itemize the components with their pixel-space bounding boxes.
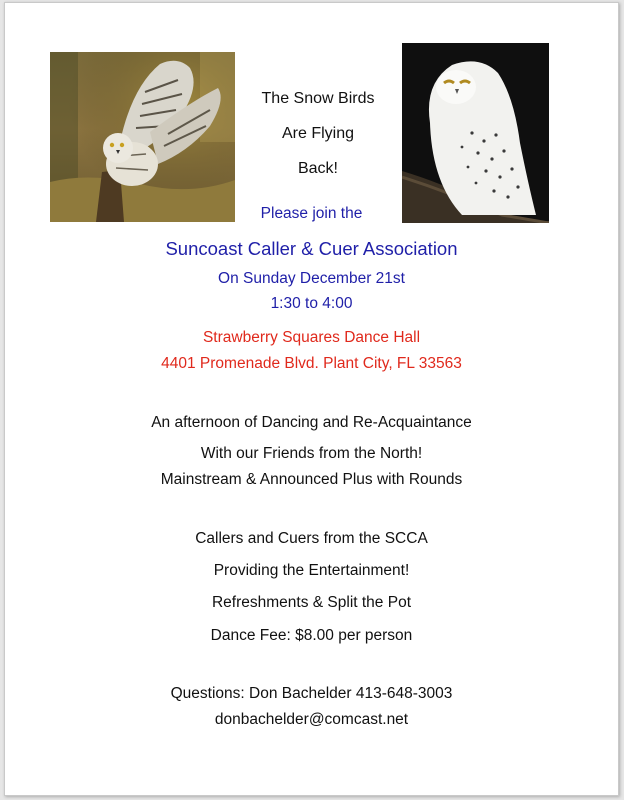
venue-name: Strawberry Squares Dance Hall	[202, 329, 421, 346]
invite-text: Please join the	[260, 205, 363, 222]
snowy-owl-flying-photo	[50, 52, 235, 222]
details-line-4: Dance Fee: $8.00 per person	[210, 627, 413, 644]
venue-address: 4401 Promenade Blvd. Plant City, FL 33563	[161, 355, 462, 372]
description-line-3: Mainstream & Announced Plus with Rounds	[160, 471, 463, 488]
flyer-page	[4, 2, 619, 796]
contact-email[interactable]: donbachelder@comcast.net	[214, 711, 409, 728]
description-line-2: With our Friends from the North!	[200, 445, 423, 462]
details-line-1: Callers and Cuers from the SCCA	[195, 530, 428, 547]
headline-line-1: The Snow Birds	[261, 90, 375, 107]
event-date: On Sunday December 21st	[218, 270, 405, 287]
snowy-owl-perched-photo	[402, 43, 549, 223]
contact-questions: Questions: Don Bachelder 413-648-3003	[170, 685, 453, 702]
headline	[243, 81, 393, 186]
description-line-1: An afternoon of Dancing and Re-Acquaintance	[151, 414, 472, 431]
headline-line-3: Back!	[297, 160, 338, 177]
headline-line-2: Are Flying	[281, 125, 355, 142]
association-name: Suncoast Caller & Cuer Association	[165, 238, 458, 259]
details-line-2: Providing the Entertainment!	[213, 562, 410, 579]
event-time: 1:30 to 4:00	[270, 295, 353, 312]
details-line-3: Refreshments & Split the Pot	[211, 594, 411, 611]
